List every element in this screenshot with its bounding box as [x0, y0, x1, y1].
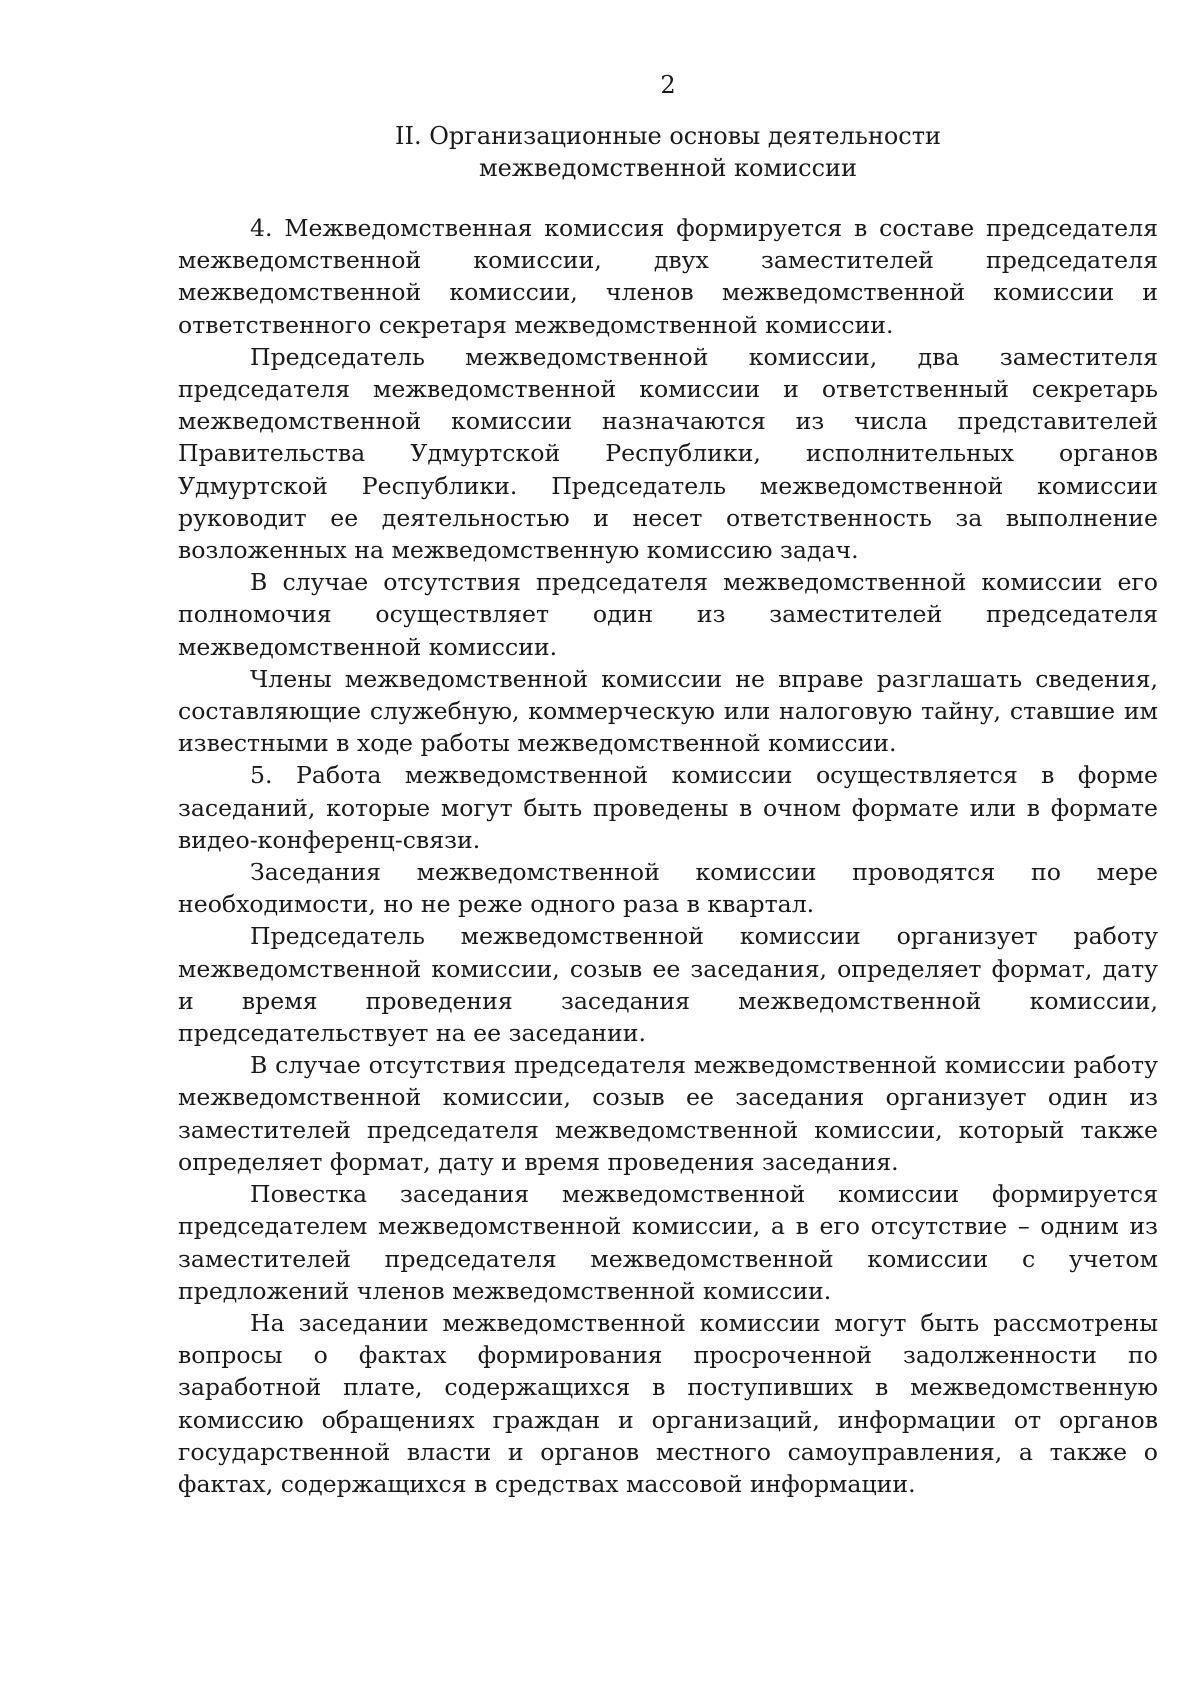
paragraph-confidentiality: Члены межведомственной комиссии не вправе разглашать сведения, составляющие служебную, коммерческую или налоговую тайну, ставшие им известными в ходе работы межведомственной комиссии. [178, 664, 1158, 758]
paragraph-chair-absence: В случае отсутствия председателя межведомственной комиссии его полномочия осуществляет один из заместителей председателя межведомственной комиссии. [178, 568, 1158, 661]
paragraph-5-meetings-form: 5. Работа межведомственной комиссии осуществляется в форме заседаний, которые могут быть проведены в очном формате или в формате видео-конференц-связи. [178, 761, 1158, 854]
paragraph-chair-appointment: Председатель межведомственной комиссии, два заместителя председателя межведомственной комиссии и ответственный секретарь межведомственной комиссии назначаются из числа представителей Правительства Удмуртской Республики, исполнительных органов Удмуртской Республики. Председатель межведомственной комиссии руководит ее деятельностью и несет ответственность за выполнение возложенных на межведомственную комиссию задач. [178, 342, 1158, 565]
page-number: 2 [660, 71, 676, 99]
paragraph-agenda: Повестка заседания межведомственной комиссии формируется председателем межведомственной комиссии, а в его отсутствие – одним из заместителей председателя межведомственной комиссии с учетом предложений членов межведомственной комиссии. [178, 1180, 1158, 1305]
paragraph-chair-organizes: Председатель межведомственной комиссии организует работу межведомственной комиссии, созыв ее заседания, определяет формат, дату и время проведения заседания межведомственной комиссии, председательствует на ее заседании. [178, 922, 1158, 1048]
paragraph-deputy-organizes: В случае отсутствия председателя межведомственной комиссии работу межведомственной комиссии, созыв ее заседания организует один из заместителей председателя межведомственной комиссии, который также определяет формат, дату и время проведения заседания. [178, 1051, 1158, 1176]
body-text [178, 212, 1158, 1500]
paragraph-meeting-frequency: Заседания межведомственной комиссии проводятся по мере необходимости, но не реже одного раза в квартал. [178, 858, 1158, 919]
paragraph-4-composition: 4. Межведомственная комиссия формируется в составе председателя межведомственной комиссии, двух заместителей председателя межведомственной комиссии, членов межведомственной комиссии и ответственного секретаря межведомственной комиссии. [178, 214, 1158, 339]
paragraph-meeting-topics: На заседании межведомственной комиссии могут быть рассмотрены вопросы о фактах формирования просроченной задолженности по заработной плате, содержащихся в поступивших в межведомственную комиссию обращениях граждан и организаций, информации от органов государственной власти и органов местного самоуправления, а также о фактах, содержащихся в средствах массовой информации. [178, 1308, 1158, 1498]
section-heading-line-2: межведомственной комиссии [478, 154, 858, 182]
section-heading-line-1: II. Организационные основы деятельности [395, 122, 941, 150]
section-heading [0, 120, 1200, 184]
